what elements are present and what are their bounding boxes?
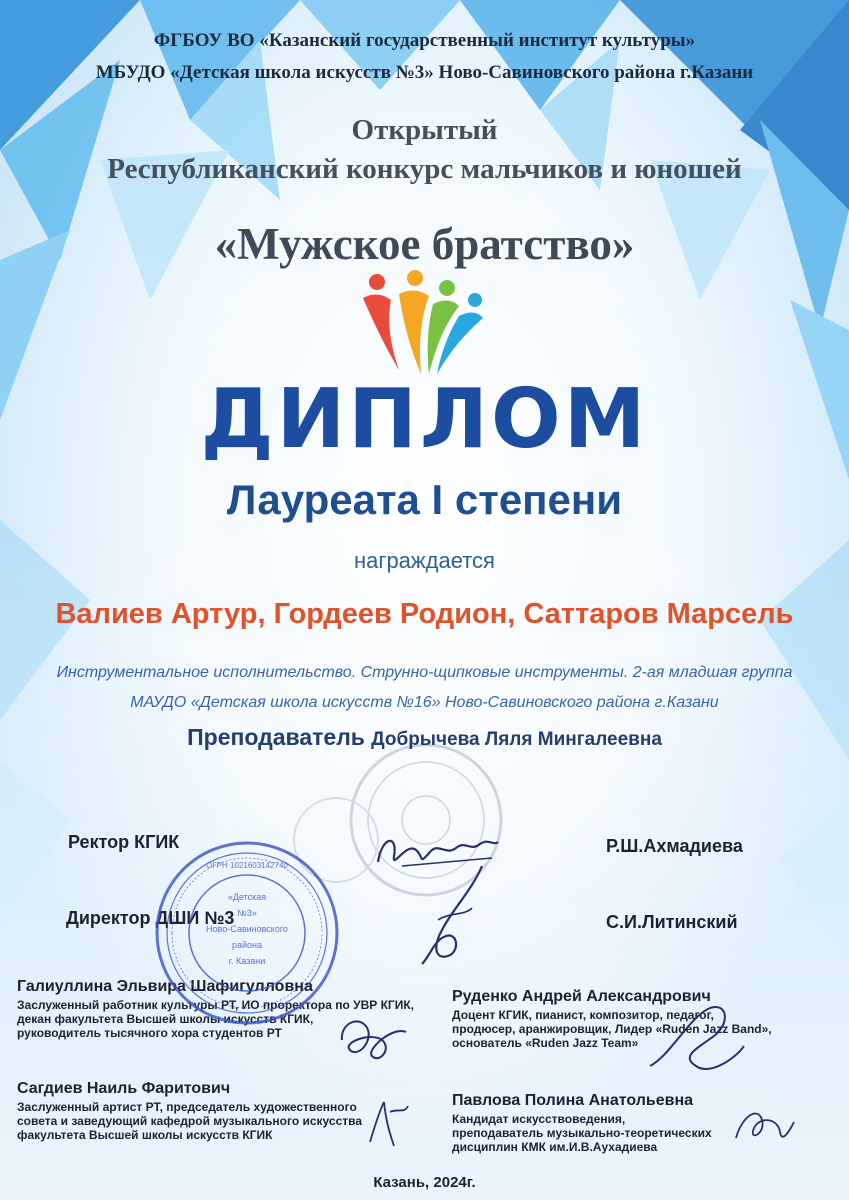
jury-name: Галиуллина Эльвира Шафигулловна	[17, 978, 313, 995]
jury-2-signature-icon	[640, 996, 750, 1088]
school-round-stamp-icon	[152, 838, 342, 1028]
jury-description: Кандидат искусствоведения, преподаватель музыкально-теоретических дисциплин КМК им.И.В.Аухадиева	[452, 1112, 712, 1154]
school-text: МАУДО «Детская школа искусств №16» Ново-Савиновского района г.Казани	[130, 694, 719, 711]
jury-member-2	[452, 988, 812, 1050]
stamp-ogrn: ОГРН 1021603142740	[206, 861, 288, 870]
rector-name: Р.Ш.Ахмадиева	[606, 836, 743, 856]
stamp-text-5: г. Казани	[228, 956, 266, 966]
competition-line-2: Республиканский конкурс мальчиков и юношей	[107, 153, 742, 185]
stamp-text-2: №3»	[237, 908, 257, 918]
laureate-degree: Лауреата I степени	[226, 476, 623, 523]
city-and-year: Казань, 2024г.	[373, 1174, 476, 1191]
awarded-label: награждается	[354, 548, 495, 573]
jury-name: Сагдиев Наиль Фаритович	[17, 1080, 231, 1097]
stamp-text-1: «Детская	[227, 892, 267, 902]
stamp-text-3: Ново-Савиновского	[206, 924, 288, 934]
organizer-line-2: МБУДО «Детская школа искусств №3» Ново-Савиновского района г.Казани	[95, 62, 754, 83]
teacher-label: Преподаватель	[187, 724, 365, 750]
diploma-title: ДИПЛОМ	[200, 372, 649, 467]
jury-1-signature-icon	[332, 1010, 414, 1070]
jury-description: Заслуженный артист РТ, председатель художественного совета и заведующий кафедрой музыкального искусства факультета Высшей школы искусств КГИК	[17, 1100, 363, 1142]
jury-4-signature-icon	[728, 1098, 798, 1154]
director-signature-icon	[412, 860, 502, 970]
director-name: С.И.Литинский	[606, 912, 738, 932]
jury-member-3	[17, 1080, 397, 1142]
stamp-text-4: района	[231, 940, 263, 950]
recipient-names: Валиев Артур, Гордеев Родион, Саттаров Марсель	[55, 598, 794, 630]
rector-label: Ректор КГИК	[68, 832, 180, 852]
teacher-line	[0, 724, 849, 751]
organizer-line-1: ФГБОУ ВО «Казанский государственный институт культуры»	[153, 30, 696, 51]
competition-logo-icon	[355, 270, 485, 380]
director-label: Директор ДШИ №3	[66, 908, 235, 928]
teacher-name: Добрычева Ляля Мингалеевна	[371, 729, 662, 750]
jury-name: Павлова Полина Анатольевна	[452, 1092, 694, 1109]
competition-name: «Мужское братство»	[214, 219, 635, 269]
jury-description: Доцент КГИК, пианист, композитор, педагог, продюсер, аранжировщик, Лидер «Ruden Jazz Band», основатель «Ruden Jazz Team»	[452, 1008, 772, 1050]
jury-description: Заслуженный работник культуры РТ, ИО проректора по УВР КГИК, декан факультета Высшей школы искусств КГИК, руководитель тысячного хора студентов РТ	[17, 998, 415, 1040]
competition-line-1: Открытый	[351, 114, 498, 146]
jury-3-signature-icon	[360, 1092, 420, 1152]
jury-name: Руденко Андрей Александрович	[452, 988, 711, 1005]
nomination-text: Инструментальное исполнительство. Струнно-щипковые инструменты. 2-ая младшая группа	[56, 664, 793, 681]
